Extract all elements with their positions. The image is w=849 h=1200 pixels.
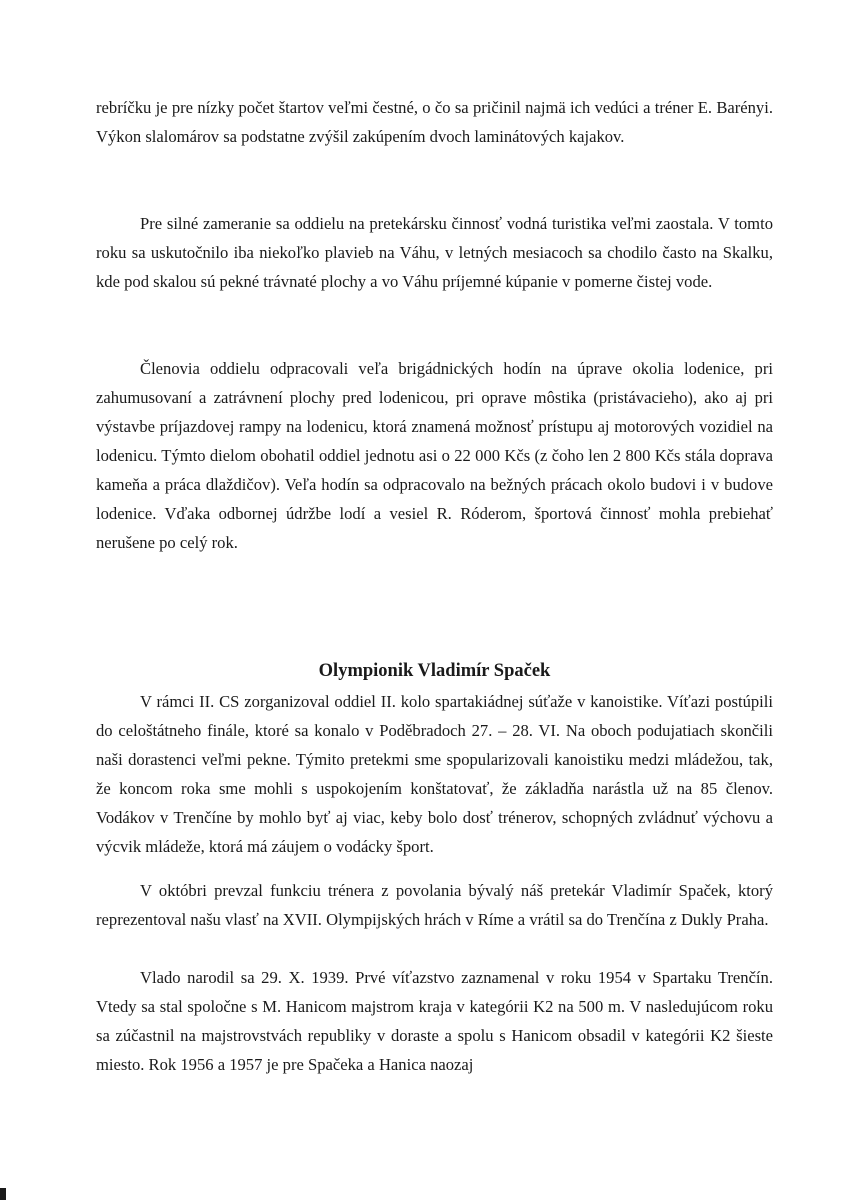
paragraph-spartakiad: V rámci II. CS zorganizoval oddiel II. kolo spartakiádnej súťaže v kanoistike. Víťazi postúpili do celoštátneho finále, ktoré sa konalo v Poděbradoch 27. – 28. VI. Na oboch podujatiach skončili naši dorastenci veľmi pekne. Týmito pretekmi sme spopularizovali kanoistiku medzi mládežou, tak, že koncom roka sme mohli s uspokojením konštatovať, že základňa narástla už na 85 členov. Vodákov v Trenčíne by mohlo byť aj viac, keby bolo dosť trénerov, schopných zvládnuť výchovu a výcvik mládeže, ktorá má záujem o vodácky šport. — [96, 692, 773, 856]
paragraph-trainer: V októbri prevzal funkciu trénera z povolania bývalý náš pretekár Vladimír Spaček, ktorý reprezentoval našu vlasť na XVII. Olympijských hrách v Ríme a vrátil sa do Trenčína z Dukly Praha. — [96, 881, 773, 929]
paragraph-continuation: rebríčku je pre nízky počet štartov veľmi čestné, o čo sa pričinil najmä ich vedúci a tréner E. Barényi. Výkon slalomárov sa podstatne zvýšil zakúpením dvoch laminátových kajakov. — [96, 98, 773, 146]
paragraph-water-tourism: Pre silné zameranie sa oddielu na pretekársku činnosť vodná turistika veľmi zaostala. V tomto roku sa uskutočnilo iba niekoľko plavieb na Váhu, v letných mesiacoch sa chodilo často na Skalku, kde pod skalou sú pekné trávnaté plochy a vo Váhu príjemné kúpanie v pomerne čistej vode. — [96, 214, 773, 291]
paragraph-biography: Vlado narodil sa 29. X. 1939. Prvé víťazstvo zaznamenal v roku 1954 v Spartaku Trenčín. Vtedy sa stal spoločne s M. Hanicom majstrom kraja v kategórii K2 na 500 m. V nasledujúcom roku sa zúčastnil na majstrovstvách republiky v doraste a spolu s Hanicom obsadil v kategórii K2 šieste miesto. Rok 1956 a 1957 je pre Spačeka a Hanica naozaj — [96, 968, 773, 1074]
paragraph-brigade-work: Členovia oddielu odpracovali veľa brigádnických hodín na úprave okolia lodenice, pri zahumusovaní a zatrávnení plochy pred lodenicou, pri oprave môstika (pristávacieho), ako aj pri výstavbe príjazdovej rampy na lodenicu, ktorá znamená možnosť prístupu aj motorových vozidiel na lodenicu. Týmto dielom obohatil oddiel jednotu asi o 22 000 Kčs (z čoho len 2 800 Kčs stála doprava kameňa a práca dlaždičov). Veľa hodín sa odpracovalo na bežných prácach okolo budovi i v budove lodenice. Vďaka odbornej údržbe lodí a vesiel R. Róderom, športová činnosť mohla prebiehať nerušene po celý rok. — [96, 359, 773, 552]
section-title: Olympionik Vladimír Spaček — [318, 661, 551, 681]
scan-edge-mark — [0, 1188, 6, 1200]
